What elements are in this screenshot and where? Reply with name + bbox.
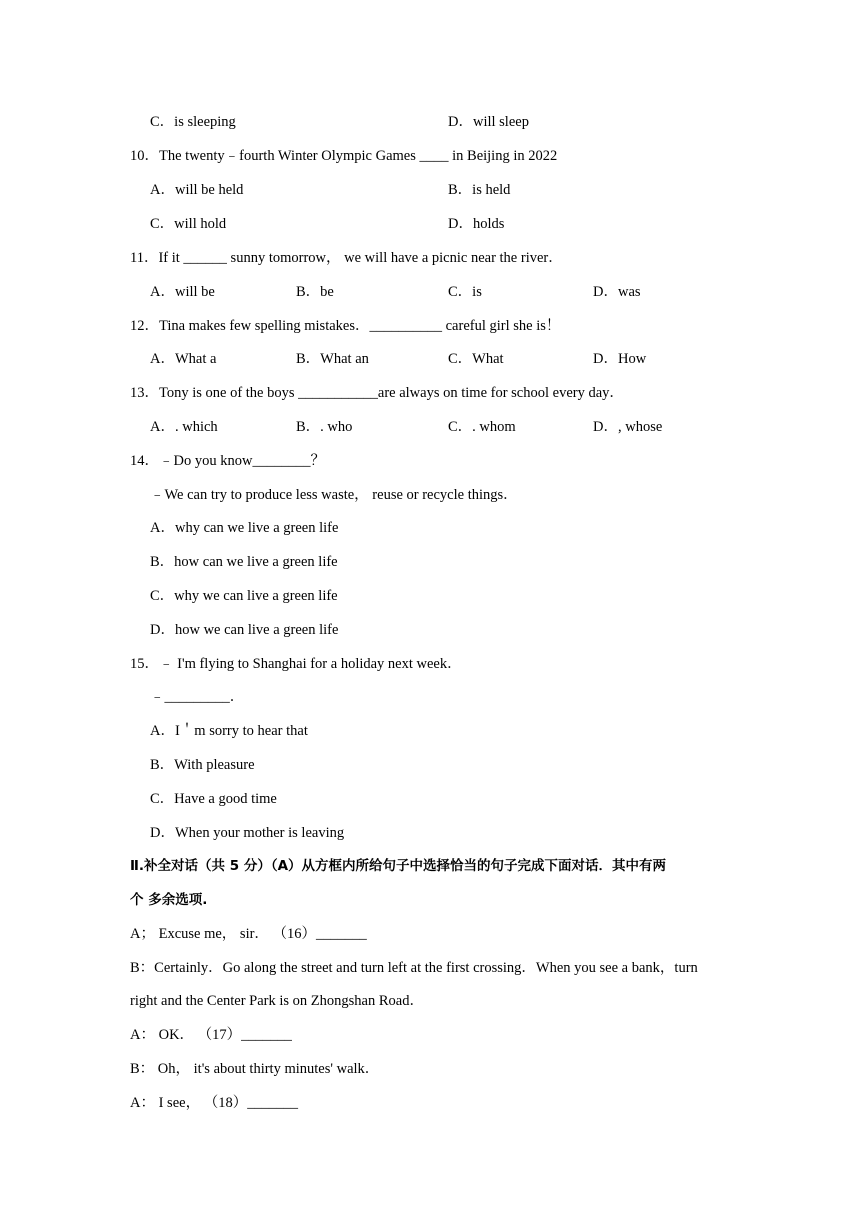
question-12-stem: 12．Tina makes few spelling mistakes．__________ careful girl she is！ (130, 318, 561, 334)
dialog-line: B：Certainly．Go along the street and turn left at the first crossing．When you see a bank，turn (130, 960, 698, 976)
option-c: C．Have a good time (150, 791, 277, 807)
dialog-line: A； Excuse me， sir． （16）_______ (130, 926, 367, 942)
option-b: B．how can we live a green life (150, 554, 338, 570)
option-d: D．holds (448, 216, 505, 232)
question-14-stem: 14．﹣Do you know________？ (130, 453, 325, 469)
option-c: C．. whom (448, 419, 516, 435)
option-a: A．. which (150, 419, 218, 435)
option-d: D．will sleep (448, 114, 529, 130)
question-11-stem: 11．If it ______ sunny tomorrow， we will have a picnic near the river． (130, 250, 563, 266)
dialog-line: A： I see， （18）_______ (130, 1095, 298, 1111)
option-d: D．how we can live a green life (150, 622, 339, 638)
option-c: C．What (448, 351, 504, 367)
option-b: B．With pleasure (150, 757, 255, 773)
question-10-stem: 10．The twenty﹣fourth Winter Olympic Games ____ in Beijing in 2022 (130, 148, 558, 164)
option-b: B．What an (296, 351, 369, 367)
option-c: C．why we can live a green life (150, 588, 338, 604)
question-13-stem: 13．Tony is one of the boys ___________are always on time for school every day． (130, 385, 624, 401)
option-b: B．is held (448, 182, 511, 198)
option-c: C．will hold (150, 216, 227, 232)
dialog-line: A： OK． （17）_______ (130, 1027, 292, 1043)
option-a: A．I＇m sorry to hear that (150, 723, 308, 739)
option-d: D．was (593, 284, 641, 300)
option-c: C．is sleeping (150, 114, 236, 130)
option-b: B．. who (296, 419, 353, 435)
option-a: A．will be held (150, 182, 244, 198)
option-d: D．When your mother is leaving (150, 825, 345, 841)
dialog-line: B： Oh， it's about thirty minutes' walk． (130, 1061, 380, 1077)
dialog-line: right and the Center Park is on Zhongshan Road． (130, 993, 424, 1009)
question-15-response: ﹣_________． (150, 689, 245, 705)
option-a: A．why can we live a green life (150, 520, 339, 536)
question-14-response: ﹣We can try to produce less waste， reuse or recycle things． (150, 487, 518, 503)
option-a: A．will be (150, 284, 215, 300)
option-d: D．How (593, 351, 647, 367)
section-2-heading: Ⅱ.补全对话（共 5 分）（A）从方框内所给句子中选择恰当的句子完成下面对话．其中有两 (130, 858, 667, 874)
option-b: B．be (296, 284, 334, 300)
section-2-heading-cont: 个 多余选项. (130, 892, 208, 908)
question-15-stem: 15．﹣ I'm flying to Shanghai for a holiday next week． (130, 656, 462, 672)
option-c: C．is (448, 284, 482, 300)
option-a: A．What a (150, 351, 217, 367)
option-d: D．, whose (593, 419, 663, 435)
